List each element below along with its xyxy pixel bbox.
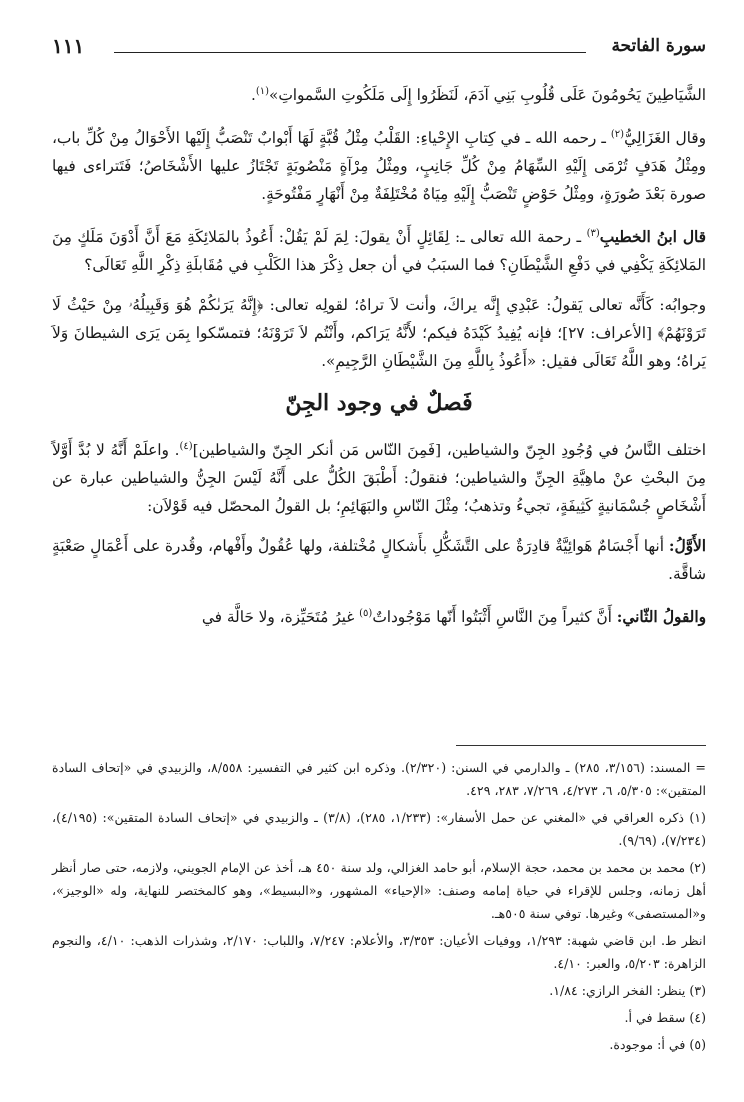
footnote: (٥) في أ: موجودة. — [609, 1037, 706, 1052]
page-number: ١١١ — [52, 34, 85, 58]
footnote: (٣) ينظر: الفخر الرازي: ١/٨٤. — [549, 983, 706, 998]
footnote-ref: (١) — [255, 86, 269, 97]
footnote: (٤) سقط في أ. — [624, 1010, 706, 1025]
paragraph-ghazali: وقال الغَزَالِيُّ$^{(٢)}$ ـ رحمه الله ـ في كِتابِ الإِحْياءِ: القَلْبُ مِثْلُ قُبَّةٍ لَهَا أَبْوابٌ تَنْصَبُّ إِلَيْها الأَحْوَالُ مِنْ كُلِّ باب، ومِثْلُ هَدَفٍ تُرْمَى إِلَيْهِ السِّهَامُ مِنْ كُلِّ جَانِبٍ، ومِثْلُ مِرْآةٍ مَنْصُوبَةٍ تَجْتَازُ عليها الأَشْخَاصُ؛ فَتَتراءى فيها صورة بَعْدَ صُورَةٍ، ومِثْلُ حَوْضٍ تَنْصَبُّ إِلَيْهِ مِيَاهٌ مُخْتَلِفَةٌ مِنْ أَنْهَارٍ مَفْتُوحَةٍ. — [52, 129, 707, 204]
footnote-ref: (٣) — [586, 228, 600, 240]
paragraph-answer: وجوابُه: كَأَنَّه تعالى يَقولُ: عَبْدِي إِنَّه يراكَ، وأنت لاَ تراهُ؛ لقولِه تعالى: ﴿إِنَّهُ يَرَىٰكُمْ هُوَ وَقَبِيلُهُۥ مِنْ حَيْثُ لَا تَرَوْنَهُمْ﴾ [الأعراف: ٢٧]؛ فإنه يُفِيدُ كَيْدَهُ فيكم؛ لأَنَّهُ يَرَاكم، وأَنْتُم لاَ تَرَوْنَهُ؛ فتمسّكوا بِمَن يَرَى الشيطانَ وَلاَ يَراهُ؛ وهو اللَّهُ تَعَالَى فقيل: «أَعُوذُ بِاللَّهِ مِنَ الشَّيْطَانِ الرَّجِيمِ». — [52, 296, 706, 371]
footnote: (٢) محمد بن محمد بن محمد، حجة الإسلام، أبو حامد الغزالي، ولد سنة ٤٥٠ هـ، أخذ عن الإمام الجويني، ولازمه، حتى صار أنظر أهل زمانه، وجلس للإقراء في حياة إمامه وصنف: «الإحياء» المشهور، و«البسيط»، وهو كالمختصر للنهاية، وله «الوجيز»، و«المستصفى» وغيرها. توفي سنة ٥٠٥هـ. — [52, 860, 706, 921]
paragraph-first-view: الأَوَّلُ: أنها أَجْسَامٌ هَوائِيَّةٌ قادِرَةٌ على التَّشَكُّلِ بأَشكالٍ مُخْتلفة، ولها عُقُولٌ وأَفْهام، وقُدرة على أَعْمَالٍ صَعْبَةٍ شاقَّة. — [52, 537, 706, 584]
footnotes — [52, 756, 706, 1060]
footnote: انظر ط. ابن قاضي شهبة: ١/٢٩٣، ووفيات الأعيان: ٣/٣٥٣، والأعلام: ٧/٢٤٧، واللباب: ٢/١٧٠، وشذرات الذهب: ٤/١٠، والنجوم الزاهرة: ٥/٢٠٣، والعبر: ٤/١٠. — [52, 933, 707, 971]
section-title: فَصلٌ في وجود الجِنّ — [285, 390, 473, 417]
paragraph-1: الشَّيَاطِينَ يَحُومُونَ عَلَى قُلُوبِ بَنِي آدَمَ، لَنَظَرُوا إِلَى مَلَكُوتِ السَّمواتِ»$^{(١)}$. — [250, 86, 706, 105]
running-title: سورة الفاتحة — [611, 36, 706, 56]
main-text — [52, 78, 706, 643]
footnote-separator — [456, 745, 706, 746]
paragraph-ibn-khatib: قال ابنُ الخطيبِ$^{(٣)}$ ـ رحمة الله تعالى ـ: لِقَائِلٍ أَنْ يقولَ: لِمَ لَمْ يَقُلْ: أَعُوذُ بالمَلائِكَةِ مَعَ أَنَّ أَدْوَنَ مَلَكٍ مِنَ المَلائِكَةِ يَكْفِي في دَفْعِ الشَّيْطَانِ؟ فما السبَبُ في أن جعل ذِكْرَ هذا الكَلْبِ في مُقَابلَةِ ذِكْرِ اللَّهِ تَعَالَى؟ — [52, 228, 706, 275]
header-rule — [114, 52, 586, 53]
page-header — [52, 30, 706, 64]
footnote-ref: (٢) — [610, 129, 625, 141]
footnote: = المسند: (٣/١٥٦، ٢٨٥) ـ والدارمي في السنن: (٢/٣٢٠). وذكره ابن كثير في التفسير: ٨/٥٥٨، والزبيدي في «إتحاف السادة المتقين»: ٥/٣٠٥، ٦، ٤/٢٧٣، ٧/٢٦٩، ٢٨٣، ٤٢٩. — [52, 760, 706, 798]
paragraph-second-view: والقولُ الثّاني: أَنَّ كثيراً مِنَ النَّاسِ أَثْبَتُوا أَنّها مَوْجُوداتٌ$^{(٥)}$ غيرُ مُتَحَيِّزة، ولا حَالَّة في — [201, 608, 706, 627]
paragraph-jinn-intro: اختلف النَّاسُ في وُجُودِ الجِنّ والشياطين، [فَمِنَ النّاس مَن أنكر الجِنّ والشياطين]$^{(٤)}$. واعلَمْ أَنَّهُ لا بُدَّ أَوَّلاً مِنَ البحْثِ عنْ ماهِيَّةِ الجِنِّ والشياطين؛ فنقولُ: أَطْبَقَ الكُلُّ على أَنَّهُ لَيْسَ الجِنُّ والشياطين عبارة عن أَشْخَاصٍ جُسْمَانيةٍ كَثِيفَةٍ، تجيءُ وتذهبُ؛ مِثْلَ النّاسِ والبَهَائِمِ؛ بل القولُ المحصّل فيه قَوْلاَن: — [52, 441, 707, 516]
footnote: (١) ذكره العراقي في «المغني عن حمل الأسفار»: (١/٢٣٣، ٢٨٥)، (٣/٨) ـ والزبيدي في «إتحاف السادة المتقين»: (٤/١٩٥)، (٧/٢٣٤)، (٩/٦٩). — [52, 810, 706, 848]
footnote-ref: (٤) — [179, 441, 193, 453]
footnote-ref: (٥) — [359, 608, 373, 620]
